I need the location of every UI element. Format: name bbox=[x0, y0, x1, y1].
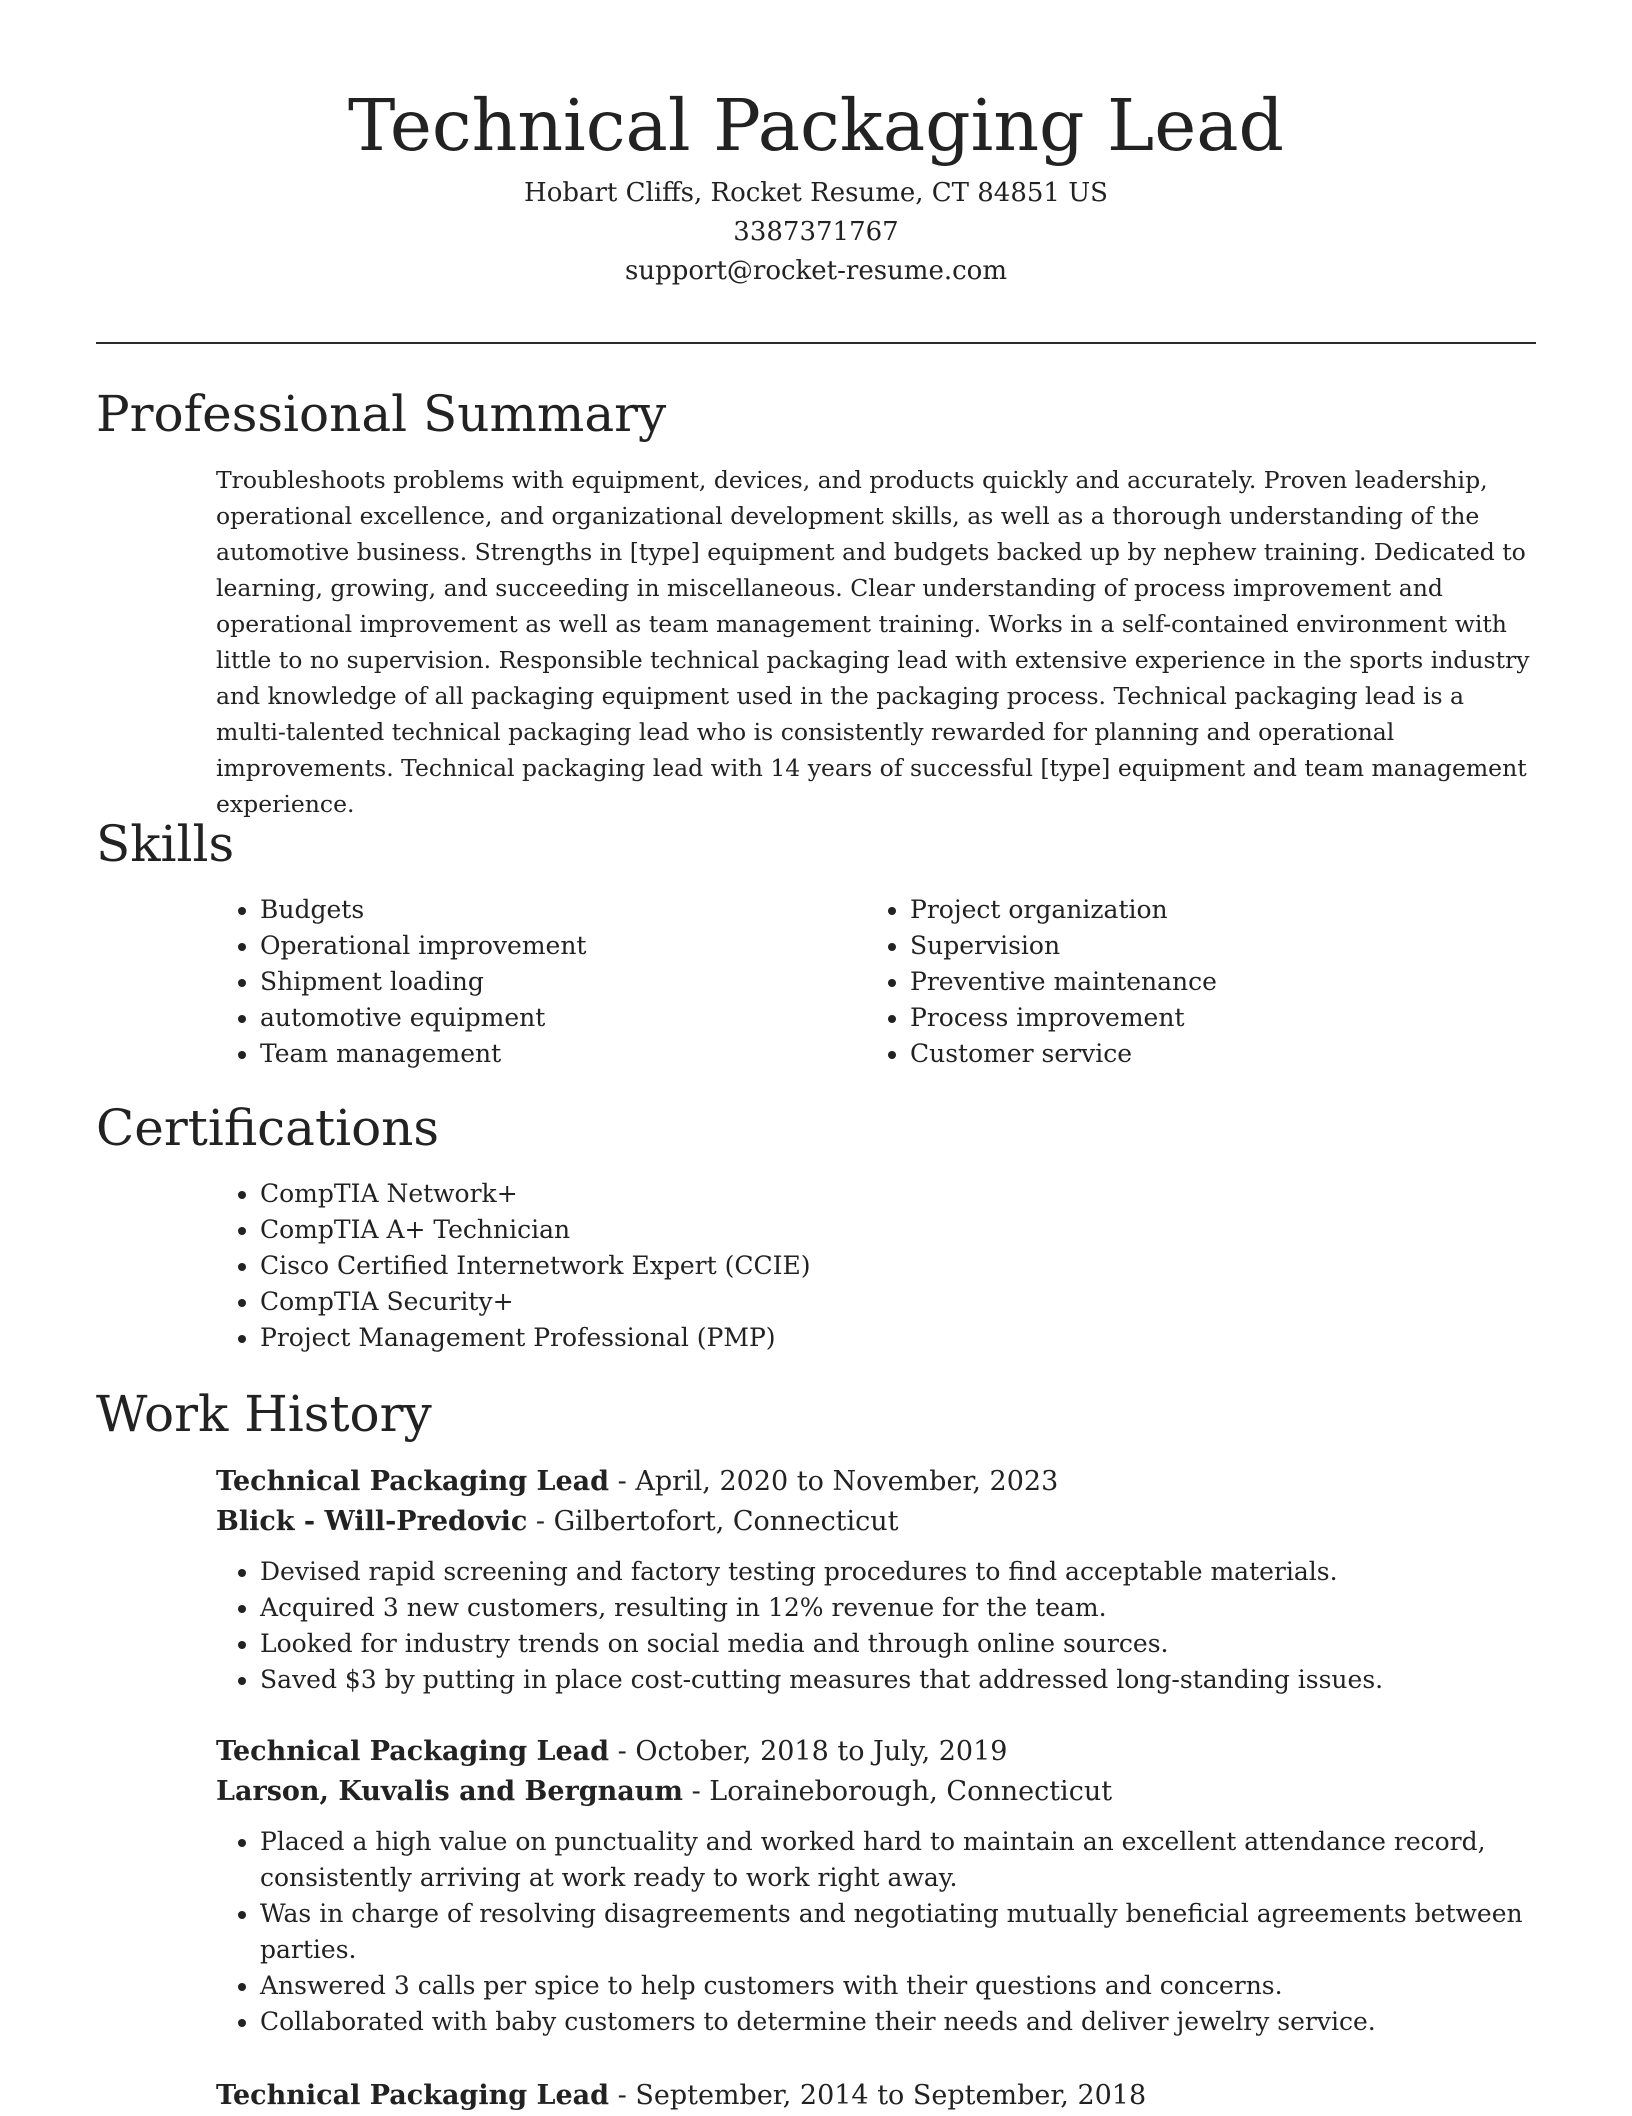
certification-item: • Cisco Certified Internetwork Expert (CCIE) bbox=[260, 1248, 1116, 1284]
job-bullet: • Saved $3 by putting in place cost-cutting measures that addressed long-standing issues. bbox=[260, 1662, 1536, 1698]
certifications-list bbox=[216, 1176, 1116, 1356]
contact-email: support@rocket-resume.com bbox=[624, 256, 1007, 286]
job-title: Technical Packaging Lead bbox=[216, 1736, 610, 1767]
certification-item: • CompTIA Network+ bbox=[260, 1176, 1116, 1212]
header-divider bbox=[96, 342, 1536, 344]
job-company: Larson, Kuvalis and Bergnaum bbox=[216, 1776, 683, 1807]
job-company-line bbox=[216, 1772, 1536, 1812]
job-dates-separator: - bbox=[617, 1736, 636, 1767]
job-dates-separator: - bbox=[617, 2080, 636, 2111]
skill-item: • Supervision bbox=[910, 928, 1466, 964]
skill-item: • Preventive maintenance bbox=[910, 964, 1466, 1000]
skills-column-right bbox=[866, 892, 1466, 1072]
summary-text: Troubleshoots problems with equipment, devices, and products quickly and accurately. Proven leadership, operational excellence, and organizational development skills, as well as a thorough understanding of the automotive business. Strengths in [type] equipment and budgets backed up by nephew training. Dedicated to learning, growing, and succeeding in miscellaneous. Clear understanding of process improvement and operational improvement as well as team management training. Works in a self-contained environment with little to no supervision. Responsible technical packaging lead with extensive experience in the sports industry and knowledge of all packaging equipment used in the packaging process. Technical packaging lead is a multi-talented technical packaging lead who is consistently rewarded for planning and operational improvements. Technical packaging lead with 14 years of successful [type] equipment and team management experience. bbox=[216, 466, 1530, 818]
job-bullet: • Answered 3 calls per spice to help customers with their questions and concerns. bbox=[260, 1968, 1536, 2004]
skill-item: • automotive equipment bbox=[260, 1000, 816, 1036]
summary-heading: Professional Summary bbox=[96, 385, 667, 443]
certifications-heading: Certifications bbox=[96, 1099, 440, 1157]
job-title-line bbox=[216, 2076, 1536, 2116]
job-entry bbox=[216, 2076, 1536, 2116]
work-history-heading: Work History bbox=[96, 1385, 432, 1443]
skills-heading: Skills bbox=[96, 815, 235, 873]
contact-phone: 3387371767 bbox=[733, 217, 899, 247]
job-location: Gilbertofort, Connecticut bbox=[553, 1506, 899, 1537]
candidate-name: Technical Packaging Lead bbox=[347, 84, 1285, 167]
job-dates: April, 2020 to November, 2023 bbox=[635, 1466, 1059, 1497]
contact-address: Hobart Cliffs, Rocket Resume, CT 84851 US bbox=[524, 178, 1108, 208]
skill-item: • Project organization bbox=[910, 892, 1466, 928]
skill-item: • Shipment loading bbox=[260, 964, 816, 1000]
resume-header bbox=[96, 78, 1536, 291]
skill-item: • Process improvement bbox=[910, 1000, 1466, 1036]
job-bullet: • Acquired 3 new customers, resulting in 12% revenue for the team. bbox=[260, 1590, 1536, 1626]
skill-item: • Budgets bbox=[260, 892, 816, 928]
job-bullet: • Placed a high value on punctuality and worked hard to maintain an excellent attendance record, consistently arriving at work ready to work right away. bbox=[260, 1824, 1536, 1896]
job-location: Loraineborough, Connecticut bbox=[709, 1776, 1113, 1807]
job-title: Technical Packaging Lead bbox=[216, 1466, 610, 1497]
job-title-line bbox=[216, 1462, 1536, 1502]
certification-item: • CompTIA Security+ bbox=[260, 1284, 1116, 1320]
job-bullets bbox=[216, 1554, 1536, 1698]
skill-item: • Team management bbox=[260, 1036, 816, 1072]
job-title: Technical Packaging Lead bbox=[216, 2080, 610, 2111]
job-bullet: • Was in charge of resolving disagreements and negotiating mutually beneficial agreements between parties. bbox=[260, 1896, 1536, 1968]
job-dates-separator: - bbox=[617, 1466, 636, 1497]
skills-column-left bbox=[216, 892, 816, 1072]
skill-item: • Customer service bbox=[910, 1036, 1466, 1072]
job-location-separator: - bbox=[691, 1776, 710, 1807]
skill-item: • Operational improvement bbox=[260, 928, 816, 964]
job-company: Blick - Will-Predovic bbox=[216, 1506, 528, 1537]
certification-item: • Project Management Professional (PMP) bbox=[260, 1320, 1116, 1356]
job-dates: October, 2018 to July, 2019 bbox=[635, 1736, 1008, 1767]
job-location-separator: - bbox=[535, 1506, 554, 1537]
job-bullet: • Collaborated with baby customers to determine their needs and deliver jewelry service. bbox=[260, 2004, 1536, 2040]
job-title-line bbox=[216, 1732, 1536, 1772]
certification-item: • CompTIA A+ Technician bbox=[260, 1212, 1116, 1248]
job-company-line bbox=[216, 1502, 1536, 1542]
job-bullets bbox=[216, 1824, 1536, 2040]
job-dates: September, 2014 to September, 2018 bbox=[635, 2080, 1147, 2111]
job-bullet: • Looked for industry trends on social media and through online sources. bbox=[260, 1626, 1536, 1662]
job-entry bbox=[216, 1462, 1536, 1698]
job-entry bbox=[216, 1732, 1536, 2040]
job-bullet: • Devised rapid screening and factory testing procedures to find acceptable materials. bbox=[260, 1554, 1536, 1590]
